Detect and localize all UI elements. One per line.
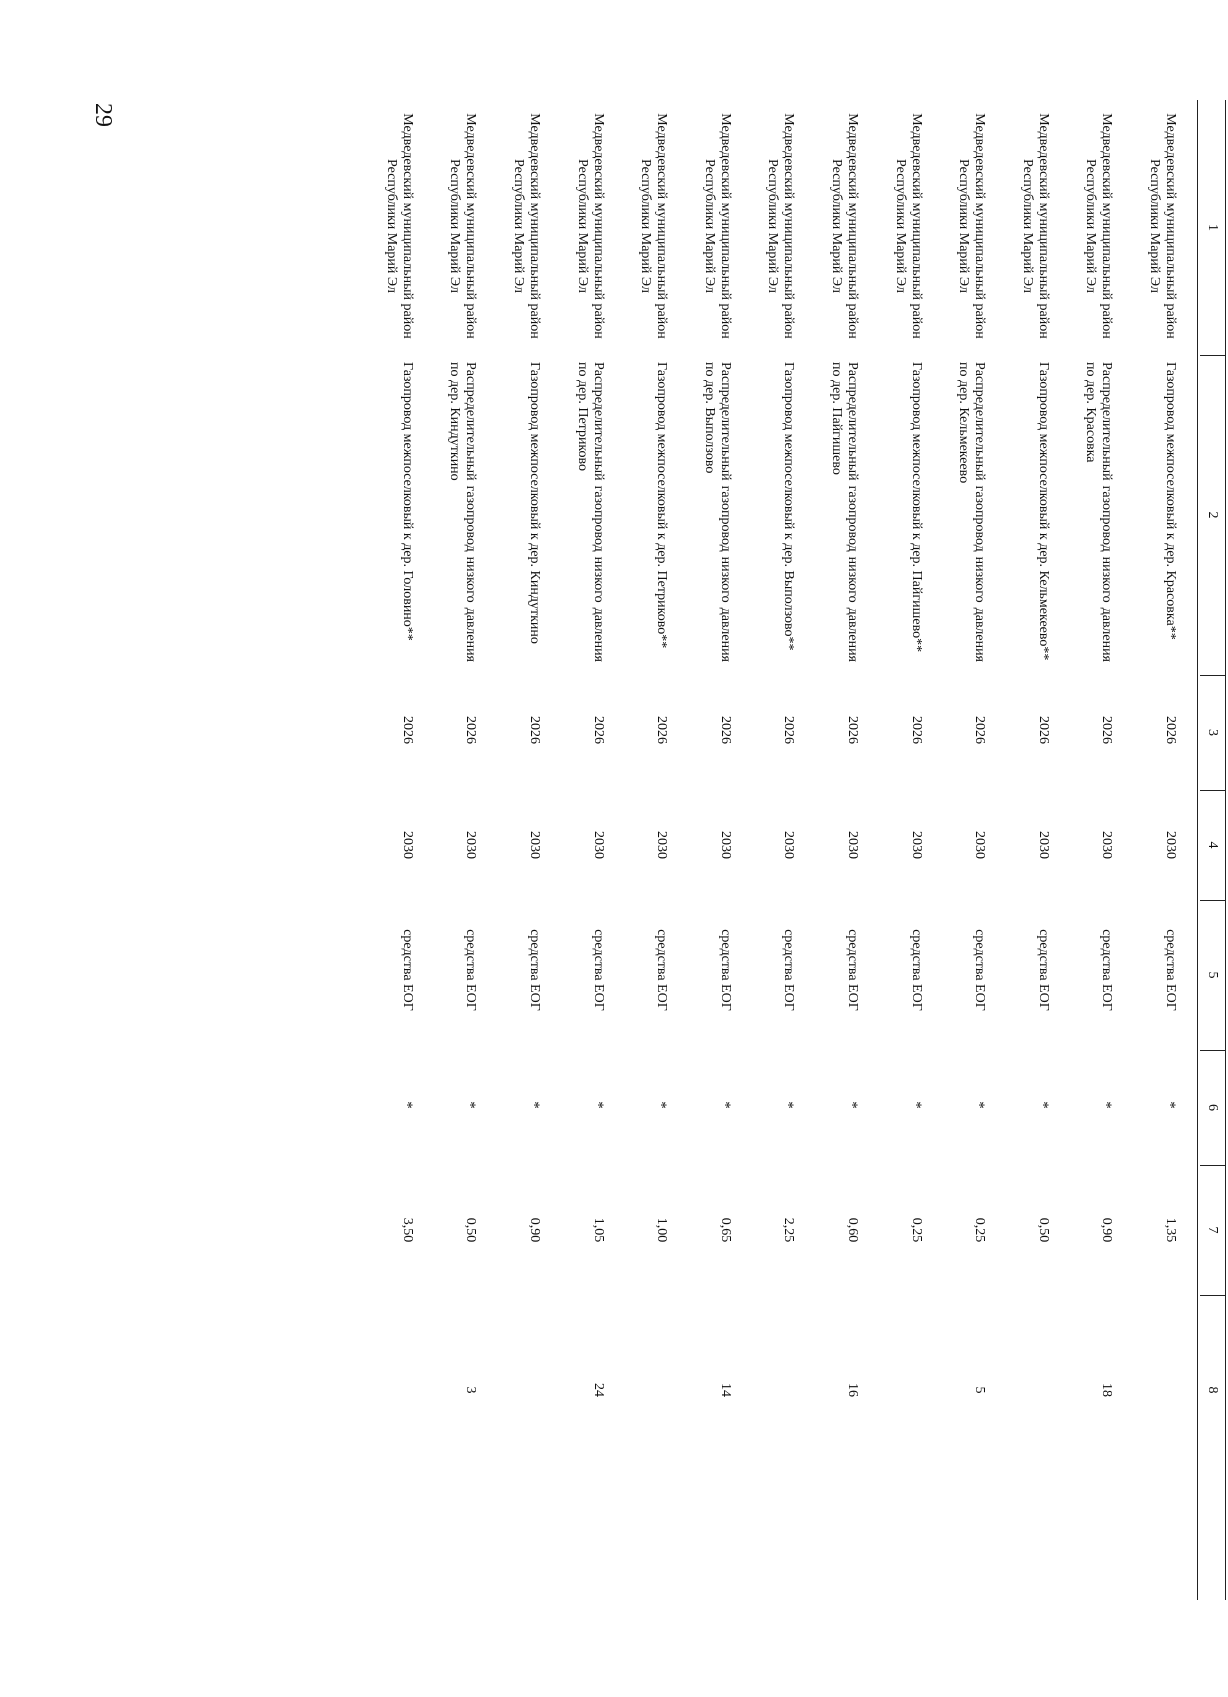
object-name-word: газопровод: [845, 485, 860, 552]
funding-source-cell: средства ЕОГ: [1099, 929, 1115, 1011]
page-number: 29: [90, 103, 116, 127]
object-name-word: низкого: [463, 556, 479, 603]
marker-cell: *: [462, 1101, 479, 1109]
start-year-cell: 2026: [399, 716, 415, 744]
length-cell: 0,50: [463, 1217, 479, 1243]
marker-cell: *: [971, 1101, 988, 1109]
length-cell: 1,35: [1163, 1217, 1178, 1243]
object-name-line: [1035, 362, 1051, 662]
district-cell: Медведевский муниципальный район Республики Марий Эл: [383, 113, 415, 339]
start-year-cell: 2026: [717, 716, 733, 744]
funding-source-cell: средства ЕОГ: [1035, 929, 1051, 1011]
end-year-cell: 2030: [717, 831, 733, 859]
object-name-word: давления: [717, 607, 733, 662]
object-name-word: Распределительный: [717, 362, 733, 481]
count-cell: 24: [590, 1383, 606, 1397]
start-year-cell: 2026: [972, 716, 988, 744]
object-name-word: низкого: [845, 556, 860, 603]
object-name-word: Газопровод межпоселковый к дер. Выползово**: [781, 362, 797, 651]
object-name-cell: [828, 362, 860, 662]
object-name-line: [653, 362, 669, 662]
table-row: [929, 100, 993, 1600]
object-name-word: давления: [845, 607, 860, 662]
object-name-line: [590, 362, 606, 662]
start-year-cell: 2026: [845, 716, 860, 744]
district-cell: Медведевский муниципальный район Республики Марий Эл: [447, 113, 479, 339]
funding-source-cell: средства ЕОГ: [908, 929, 924, 1011]
object-name-cell: [574, 362, 606, 662]
count-cell: 18: [1099, 1383, 1115, 1397]
count-cell: 14: [717, 1383, 733, 1397]
object-name-cell: [955, 362, 987, 662]
object-name-line: по дер. Выползово: [701, 362, 717, 474]
district-cell: Медведевский муниципальный район Республики Марий Эл: [765, 113, 797, 339]
district-cell: Медведевский муниципальный район Республики Марий Эл: [829, 113, 860, 339]
object-name-word: Распределительный: [845, 362, 860, 481]
end-year-cell: 2030: [654, 831, 670, 859]
table-row: [548, 100, 612, 1600]
start-year-cell: 2026: [908, 716, 924, 744]
end-year-cell: 2030: [1099, 831, 1115, 859]
end-year-cell: 2030: [590, 831, 606, 859]
funding-source-cell: средства ЕОГ: [1163, 929, 1178, 1011]
funding-source-cell: средства ЕОГ: [463, 929, 479, 1011]
marker-cell: *: [907, 1101, 924, 1109]
table-row: [1056, 100, 1120, 1600]
district-cell: Медведевский муниципальный район Республики Марий Эл: [1083, 113, 1115, 339]
object-name-word: газопровод: [972, 485, 988, 552]
start-year-cell: 2026: [590, 716, 606, 744]
object-name-cell: [526, 362, 542, 662]
object-name-word: давления: [463, 607, 479, 662]
start-year-cell: 2026: [527, 716, 542, 744]
funding-source-cell: средства ЕОГ: [590, 929, 606, 1011]
start-year-cell: 2026: [1035, 716, 1051, 744]
end-year-cell: 2030: [1163, 831, 1178, 859]
start-year-cell: 2026: [781, 716, 797, 744]
object-name-cell: [780, 362, 796, 662]
object-name-cell: [908, 362, 924, 662]
object-name-line: [1098, 362, 1114, 662]
table-row: [675, 100, 739, 1600]
header-col-3: 3: [1205, 729, 1220, 736]
object-name-word: низкого: [972, 556, 988, 603]
count-cell: 16: [845, 1383, 860, 1397]
table-row: [802, 100, 866, 1600]
table-row: [866, 100, 930, 1600]
object-name-word: газопровод: [590, 485, 606, 552]
marker-cell: *: [653, 1101, 670, 1109]
count-cell: 3: [463, 1386, 479, 1394]
end-year-cell: 2030: [845, 831, 860, 859]
object-name-line: по дер. Красовка: [1083, 362, 1099, 463]
object-name-cell: [1082, 362, 1114, 662]
table-row: [611, 100, 675, 1600]
object-name-word: газопровод: [463, 485, 479, 552]
district-cell: Медведевский муниципальный район Республики Марий Эл: [701, 113, 733, 339]
length-cell: 0,90: [527, 1217, 542, 1243]
funding-source-cell: средства ЕОГ: [781, 929, 797, 1011]
object-name-word: Газопровод межпоселковый к дер. Киндуткино: [527, 362, 542, 644]
length-cell: 0,50: [1035, 1217, 1051, 1243]
end-year-cell: 2030: [527, 831, 542, 859]
object-name-line: [526, 362, 542, 662]
object-name-word: давления: [1099, 607, 1115, 662]
funding-source-cell: средства ЕОГ: [654, 929, 670, 1011]
object-name-word: низкого: [1099, 556, 1115, 603]
marker-cell: *: [716, 1101, 733, 1109]
length-cell: 2,25: [781, 1217, 797, 1243]
header-col-1: 1: [1205, 224, 1220, 231]
object-name-word: Газопровод межпоселковый к дер. Кельмекеево**: [1035, 362, 1051, 661]
count-cell: 5: [972, 1386, 988, 1394]
length-cell: 0,65: [717, 1217, 733, 1243]
start-year-cell: 2026: [1099, 716, 1115, 744]
marker-cell: *: [526, 1101, 542, 1109]
district-cell: Медведевский муниципальный район Республики Марий Эл: [511, 113, 542, 339]
object-name-line: [462, 362, 478, 662]
district-cell: Медведевский муниципальный район Республики Марий Эл: [1147, 113, 1178, 339]
object-name-line: [780, 362, 796, 662]
table-row: [738, 100, 802, 1600]
district-cell: Медведевский муниципальный район Республики Марий Эл: [892, 113, 924, 339]
end-year-cell: 2030: [1035, 831, 1051, 859]
length-cell: 0,90: [1099, 1217, 1115, 1243]
object-name-cell: [701, 362, 733, 662]
funding-source-cell: средства ЕОГ: [717, 929, 733, 1011]
object-name-word: низкого: [590, 556, 606, 603]
funding-source-cell: средства ЕОГ: [972, 929, 988, 1011]
gas-pipeline-table: [198, 100, 1228, 1600]
length-cell: 3,50: [399, 1217, 415, 1243]
marker-cell: *: [780, 1101, 797, 1109]
table-row: [484, 100, 548, 1600]
length-cell: 0,25: [908, 1217, 924, 1243]
object-name-line: [844, 362, 860, 662]
object-name-line: [717, 362, 733, 662]
district-cell: Медведевский муниципальный район Республики Марий Эл: [574, 113, 606, 339]
object-name-word: Газопровод межпоселковый к дер. Петриково**: [654, 362, 670, 649]
object-name-word: давления: [590, 607, 606, 662]
object-name-word: Газопровод межпоселковый к дер. Головино**: [399, 362, 415, 641]
end-year-cell: 2030: [781, 831, 797, 859]
length-cell: 1,00: [654, 1217, 670, 1243]
funding-source-cell: средства ЕОГ: [399, 929, 415, 1011]
district-cell: Медведевский муниципальный район Республики Марий Эл: [956, 113, 988, 339]
object-name-line: по дер. Киндуткино: [447, 362, 463, 481]
table-row: [1120, 100, 1184, 1600]
object-name-word: давления: [972, 607, 988, 662]
header-col-7: 7: [1205, 1226, 1220, 1234]
object-name-word: газопровод: [717, 485, 733, 552]
end-year-cell: 2030: [463, 831, 479, 859]
object-name-word: Распределительный: [972, 362, 988, 481]
district-cell: Медведевский муниципальный район Республики Марий Эл: [1019, 113, 1051, 339]
funding-source-cell: средства ЕОГ: [845, 929, 860, 1011]
table-row: [420, 100, 484, 1600]
length-cell: 0,60: [845, 1217, 860, 1243]
table-row: [993, 100, 1057, 1600]
object-name-line: по дер. Пайгишево: [829, 362, 844, 475]
object-name-cell: [653, 362, 669, 662]
end-year-cell: 2030: [908, 831, 924, 859]
object-name-cell: [446, 362, 478, 662]
header-col-8: 8: [1205, 1386, 1220, 1394]
object-name-line: по дер. Петриково: [574, 362, 590, 472]
district-cell: Медведевский муниципальный район Республики Марий Эл: [638, 113, 670, 339]
object-name-line: [908, 362, 924, 662]
object-name-word: Газопровод межпоселковый к дер. Красовка**: [1163, 362, 1178, 640]
object-name-word: Газопровод межпоселковый к дер. Пайгишево**: [908, 362, 924, 653]
marker-cell: *: [1034, 1101, 1051, 1109]
start-year-cell: 2026: [1163, 716, 1178, 744]
object-name-word: газопровод: [1099, 485, 1115, 552]
marker-cell: *: [844, 1101, 860, 1109]
object-name-line: [971, 362, 987, 662]
length-cell: 0,25: [972, 1217, 988, 1243]
object-name-word: низкого: [717, 556, 733, 603]
object-name-line: по дер. Кельмекеево: [956, 362, 972, 484]
length-cell: 1,05: [590, 1217, 606, 1243]
object-name-word: Распределительный: [1099, 362, 1115, 481]
marker-cell: *: [1098, 1101, 1115, 1109]
object-name-word: Распределительный: [463, 362, 479, 481]
object-name-word: Распределительный: [590, 362, 606, 481]
object-name-cell: [399, 362, 415, 662]
object-name-cell: [1035, 362, 1051, 662]
header-col-2: 2: [1205, 511, 1220, 519]
object-name-cell: [1162, 362, 1178, 662]
header-col-6: 6: [1205, 1104, 1220, 1111]
marker-cell: *: [398, 1101, 415, 1109]
marker-cell: *: [589, 1101, 606, 1109]
start-year-cell: 2026: [654, 716, 670, 744]
funding-source-cell: средства ЕОГ: [527, 929, 542, 1011]
start-year-cell: 2026: [463, 716, 479, 744]
marker-cell: *: [1162, 1101, 1178, 1109]
end-year-cell: 2030: [972, 831, 988, 859]
table-row: [357, 100, 421, 1600]
header-col-4: 4: [1205, 841, 1220, 849]
header-col-5: 5: [1205, 971, 1220, 979]
object-name-line: [1162, 362, 1178, 662]
object-name-line: [399, 362, 415, 662]
end-year-cell: 2030: [399, 831, 415, 859]
